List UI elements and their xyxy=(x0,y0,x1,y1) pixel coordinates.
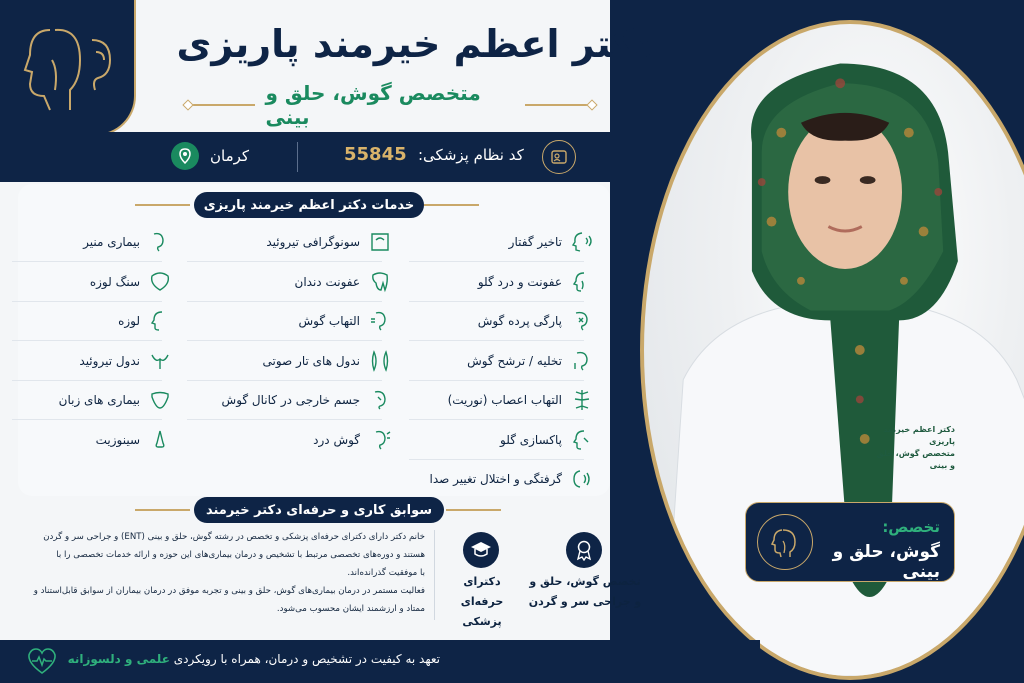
service-label: جسم خارجی در کانال گوش xyxy=(221,393,360,407)
service-label: گرفتگی و اختلال تغییر صدا xyxy=(429,472,562,486)
service-label: التهاب گوش xyxy=(298,314,360,328)
service-separator xyxy=(187,261,382,262)
service-separator xyxy=(409,301,584,302)
eardrum-icon xyxy=(570,309,594,333)
service-separator xyxy=(12,340,162,341)
vocal-cords-icon xyxy=(368,349,392,373)
decor-line-right xyxy=(525,104,590,106)
service-separator xyxy=(409,340,584,341)
service-item xyxy=(409,466,594,492)
thyroid-icon xyxy=(148,349,172,373)
tongue-icon xyxy=(148,388,172,412)
service-separator xyxy=(12,419,162,420)
service-label: عفونت دندان xyxy=(294,274,360,289)
experience-line: ممتاد و ارزشمند ایشان محسوب می‌شود. xyxy=(276,604,425,614)
service-item xyxy=(12,348,172,374)
exp-pill-line-left xyxy=(135,509,190,511)
experience-heading: سوابق کاری و حرفه‌ای دکتر خیرمند xyxy=(194,497,444,523)
nerve-icon xyxy=(570,388,594,412)
throat-clean-icon xyxy=(570,428,594,452)
coat-badge-title: متخصص گوش، حلق و بینی xyxy=(876,449,955,470)
service-separator xyxy=(409,459,584,460)
subtitle-row xyxy=(190,81,590,129)
location-pin-icon xyxy=(171,142,199,170)
service-separator xyxy=(409,261,584,262)
service-separator xyxy=(12,261,162,262)
experience-line: هستند و دوره‌های تخصصی مرتبط با تشخیص و درمان بیماری‌های این حوزه و ارائه خدمات تخصصی را با xyxy=(56,550,425,560)
tonsil-icon xyxy=(148,270,172,294)
nose-icon xyxy=(148,428,172,452)
service-item xyxy=(187,387,392,413)
service-separator xyxy=(187,340,382,341)
ear-inflammation-icon xyxy=(368,309,392,333)
head-profile-icon xyxy=(148,309,172,333)
services-pill-line-right xyxy=(424,204,479,206)
ultrasound-icon xyxy=(368,230,392,254)
page-title: دکتر اعظم خیرمند پاریزی xyxy=(176,22,654,66)
service-label: گوش درد xyxy=(313,432,360,447)
service-label: لوزه xyxy=(118,314,140,328)
experience-divider xyxy=(434,530,435,620)
ent-head-icon xyxy=(0,0,136,136)
service-item xyxy=(12,269,172,295)
info-divider xyxy=(297,142,298,172)
service-item xyxy=(12,229,172,255)
footer-text-highlight: علمی و دلسوزانه xyxy=(67,652,170,666)
service-item xyxy=(187,269,392,295)
medical-code-label: کد نظام پزشکی: xyxy=(418,146,524,164)
ear-canal-icon xyxy=(368,388,392,412)
logo-box xyxy=(0,0,136,136)
id-card-icon xyxy=(542,140,576,174)
service-label: تخلیه / ترشح گوش xyxy=(467,353,562,368)
badge-2-line2: و جراحی سر و گردن xyxy=(528,595,642,608)
service-item xyxy=(12,427,172,453)
services-heading: خدمات دکتر اعظم خیرمند پاریزی xyxy=(194,192,424,218)
decor-line-left xyxy=(190,104,255,106)
ear-drain-icon xyxy=(570,349,594,373)
service-separator xyxy=(409,380,584,381)
service-label: عفونت و درد گلو xyxy=(477,274,562,289)
service-separator xyxy=(409,419,584,420)
service-item xyxy=(187,348,392,374)
heart-pulse-icon xyxy=(26,647,58,675)
footer-text-main: تعهد به کیفیت در تشخیص و درمان، همراه با xyxy=(220,652,440,666)
service-label: سنگ لوزه xyxy=(89,274,140,289)
badge-general-medicine xyxy=(442,572,522,632)
service-item xyxy=(12,387,172,413)
service-label: پاکسازی گلو xyxy=(500,432,562,447)
service-item xyxy=(187,229,392,255)
subtitle: متخصص گوش، حلق و بینی xyxy=(265,81,481,129)
service-label: پارگی پرده گوش xyxy=(477,314,562,328)
badge-2-line1: تخصص گوش، حلق و xyxy=(529,575,641,588)
earache-icon xyxy=(368,428,392,452)
badge-ent-specialty xyxy=(520,572,650,612)
service-item xyxy=(409,269,594,295)
specialty-label: تخصص: xyxy=(882,518,940,536)
service-label: ندول تیروئید xyxy=(79,353,140,368)
award-ribbon-icon xyxy=(566,532,602,568)
service-label: التهاب اعصاب (نوریت) xyxy=(447,393,562,407)
throat-icon xyxy=(570,270,594,294)
experience-line: فعالیت مستمر در درمان بیماری‌های گوش، حلق و بینی و تجربه موفق در درمان بیماران از سوابق قابل‌استناد و xyxy=(33,586,425,596)
footer-text xyxy=(67,652,440,666)
service-label: بیماری های زبان xyxy=(58,393,140,407)
service-separator xyxy=(187,301,382,302)
coat-name-badge xyxy=(875,424,955,472)
service-item xyxy=(187,427,392,453)
voice-icon xyxy=(570,467,594,491)
speech-delay-icon xyxy=(570,230,594,254)
specialty-value: گوش، حلق و بینی xyxy=(832,542,940,582)
service-separator xyxy=(12,380,162,381)
service-label: سینوزیت xyxy=(95,432,140,447)
footer-text-mid: رویکردی xyxy=(173,652,217,666)
service-item xyxy=(409,427,594,453)
service-label: ندول های تار صوتی xyxy=(262,353,360,368)
service-item xyxy=(409,229,594,255)
service-label: بیماری منیر xyxy=(83,235,140,249)
exp-pill-line-right xyxy=(446,509,501,511)
service-item xyxy=(409,348,594,374)
city: کرمان xyxy=(210,147,250,165)
service-label: تاخیر گفتار xyxy=(508,235,562,249)
graduation-cap-icon xyxy=(463,532,499,568)
coat-badge-name: دکتر اعظم خیرمند پاریزی xyxy=(883,425,955,446)
tooth-icon xyxy=(368,270,392,294)
experience-line: با موفقیت گذرانده‌اند. xyxy=(347,568,425,578)
service-item xyxy=(409,308,594,334)
service-item xyxy=(409,387,594,413)
service-item xyxy=(187,308,392,334)
experience-line: خانم دکتر دارای دکترای حرفه‌ای پزشکی و تخصص در رشته گوش، حلق و بینی (ENT) و جراحی سر و گردن xyxy=(43,532,425,542)
experience-paragraph xyxy=(30,528,425,618)
service-separator xyxy=(12,301,162,302)
service-label: سونوگرافی تیروئید xyxy=(266,235,360,249)
service-separator xyxy=(187,380,382,381)
service-separator xyxy=(187,419,382,420)
badge-1-line1: دکترای حرفه‌ای xyxy=(460,575,504,608)
medical-code-value: 55845 xyxy=(344,144,407,165)
badge-1-line2: پزشکی xyxy=(462,615,502,628)
ear-icon xyxy=(148,230,172,254)
services-pill-line-left xyxy=(135,204,190,206)
service-item xyxy=(12,308,172,334)
